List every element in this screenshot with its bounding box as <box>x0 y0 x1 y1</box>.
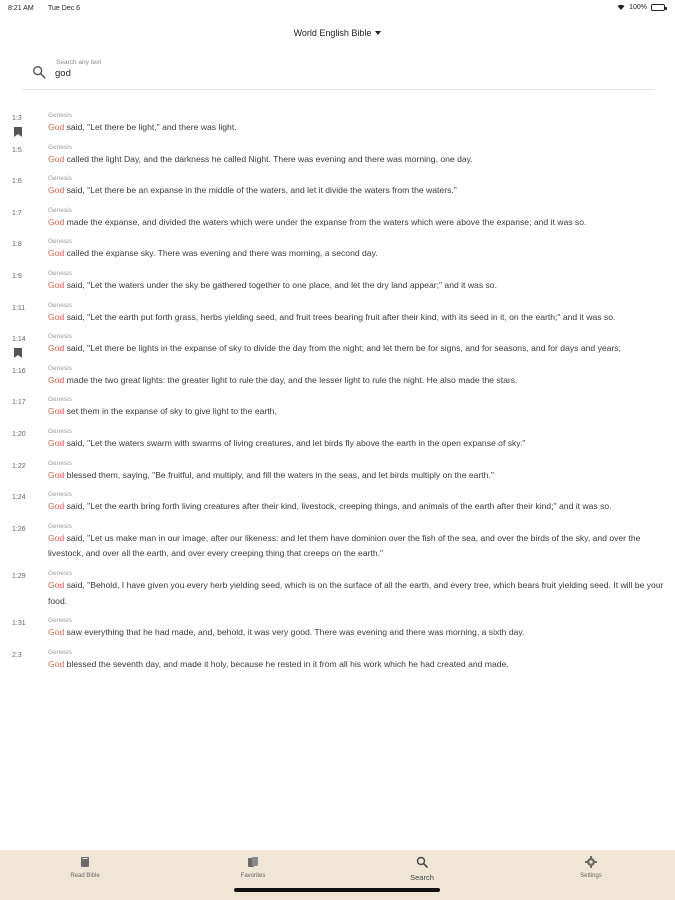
verse-reference: 1:6 <box>12 178 22 186</box>
book-name: Genesis <box>48 617 72 625</box>
verse-body: blessed them, saying, "Be fruitful, and multiply, and fill the waters in the seas, and let birds multiply on the earth." <box>64 469 494 480</box>
verse-reference: 1:31 <box>12 620 26 628</box>
verse-body: said, "Let there be light," and there was light. <box>64 122 237 132</box>
verse-body: saw everything that he had made, and, behold, it was very good. There was evening and there was morning, a sixth day. <box>64 627 525 638</box>
list-item[interactable] <box>0 270 675 294</box>
verse-reference: 1:20 <box>12 430 26 438</box>
verse-text <box>48 657 665 673</box>
search-match: God <box>48 216 65 227</box>
book-name: Genesis <box>48 175 72 183</box>
verse-text <box>48 468 665 484</box>
verse-text <box>48 436 665 452</box>
verse-body: blessed the seventh day, and made it holy, because he rested in it from all his work which he had created and made. <box>64 658 509 669</box>
verse-reference: 1:17 <box>12 399 26 407</box>
verse-reference: 1:22 <box>12 462 26 470</box>
book-name: Genesis <box>48 427 72 435</box>
verse-text <box>48 278 665 294</box>
search-match: God <box>48 122 65 132</box>
caret-down-icon <box>375 31 381 35</box>
verse-text <box>48 120 665 136</box>
status-date: Tue Dec 6 <box>48 5 81 12</box>
search-results[interactable] <box>0 112 675 850</box>
search-icon <box>32 65 46 79</box>
search-match: God <box>48 658 65 669</box>
verse-reference: 1:29 <box>12 572 26 580</box>
book-name: Genesis <box>48 364 72 372</box>
book-name: Genesis <box>48 238 72 246</box>
search-match: God <box>48 343 65 354</box>
book-name: Genesis <box>48 333 72 341</box>
verse-body: called the light Day, and the darkness he called Night. There was evening and there was morning, one day. <box>64 153 473 164</box>
verse-reference: 2:3 <box>12 651 22 659</box>
tab-settings[interactable] <box>546 856 636 879</box>
tab-read-bible[interactable] <box>40 856 130 879</box>
bookmark-icon[interactable] <box>14 348 22 358</box>
search-match: God <box>48 374 65 385</box>
verse-body: said, "Let the waters under the sky be gathered together to one place, and let the dry land appear;" and it was so. <box>64 279 497 290</box>
verse-reference: 1:9 <box>12 272 22 280</box>
verse-text <box>48 341 665 357</box>
status-indicators <box>617 4 665 11</box>
book-name: Genesis <box>48 396 72 404</box>
verse-reference: 1:16 <box>12 367 26 375</box>
list-item[interactable] <box>0 207 675 231</box>
verse-body: called the expanse sky. There was evening and there was morning, a second day. <box>64 248 378 259</box>
search-match: God <box>48 248 65 259</box>
book-name: Genesis <box>48 269 72 277</box>
tab-label: Search <box>410 873 434 882</box>
search-match: God <box>48 406 65 417</box>
book-name: Genesis <box>48 206 72 214</box>
version-selector[interactable] <box>0 28 675 38</box>
verse-text <box>48 373 665 389</box>
book-name: Genesis <box>48 522 72 530</box>
tab-label: Settings <box>580 873 602 879</box>
wifi-icon <box>617 4 625 11</box>
verse-body: said, "Behold, I have given you every herb yielding seed, which is on the surface of all the earth, and every tree, which bears fruit yielding seed. It will be your food. <box>48 579 664 606</box>
verse-text <box>48 152 665 168</box>
list-item[interactable] <box>0 491 675 515</box>
verse-reference: 1:14 <box>12 336 26 344</box>
search-match: God <box>48 579 65 590</box>
list-item[interactable] <box>0 238 675 262</box>
list-item[interactable] <box>0 460 675 484</box>
book-name: Genesis <box>48 569 72 577</box>
verse-reference: 1:26 <box>12 525 26 533</box>
verse-body: said, "Let the waters swarm with swarms of living creatures, and let birds fly above the earth in the open expanse of sky." <box>64 437 526 448</box>
gear-icon <box>585 856 597 868</box>
battery-icon <box>651 4 665 11</box>
search-field[interactable] <box>22 56 654 90</box>
list-item[interactable] <box>0 365 675 389</box>
book-name: Genesis <box>48 648 72 656</box>
tab-favorites[interactable] <box>208 856 298 879</box>
search-match: God <box>48 627 65 638</box>
list-item[interactable] <box>0 302 675 326</box>
list-item[interactable] <box>0 570 675 609</box>
list-item[interactable] <box>0 649 675 673</box>
search-match: God <box>48 279 65 290</box>
book-name: Genesis <box>48 301 72 309</box>
verse-text <box>48 246 665 262</box>
list-item[interactable] <box>0 144 675 168</box>
search-match: God <box>48 311 65 322</box>
tab-label: Read Bible <box>70 873 100 879</box>
bookmark-icon[interactable] <box>14 127 22 137</box>
verse-reference: 1:11 <box>12 304 26 312</box>
verse-text <box>48 531 665 562</box>
verse-body: set them in the expanse of sky to give light to the earth, <box>64 406 277 417</box>
list-item[interactable] <box>0 396 675 420</box>
search-match: God <box>48 469 65 480</box>
book-name: Genesis <box>48 491 72 499</box>
verse-body: made the expanse, and divided the waters which were under the expanse from the waters which were above the expanse; and it was so. <box>64 216 587 227</box>
verse-body: said, "Let the earth put forth grass, herbs yielding seed, and fruit trees bearing fruit after their kind, with its seed in it, on the earth;" and it was so. <box>64 311 616 322</box>
verse-reference: 1:8 <box>12 241 22 249</box>
verse-reference: 1:5 <box>12 146 22 154</box>
book-name: Genesis <box>48 459 72 467</box>
verse-text <box>48 404 665 420</box>
verse-body: said, "Let us make man in our image, after our likeness: and let them have dominion over the fish of the sea, and over the birds of the sky, and over the livestock, and over all the earth, and over every creeping thing that creeps on the earth." <box>48 532 641 559</box>
search-icon <box>416 856 428 868</box>
book-icon <box>79 856 91 868</box>
list-item[interactable] <box>0 175 675 199</box>
search-match: God <box>48 501 65 512</box>
verse-body: said, "Let there be lights in the expanse of sky to divide the day from the night; and let them be for signs, and for seasons, and for days and years; <box>64 343 621 354</box>
tab-bar <box>0 850 675 900</box>
verse-text <box>48 310 665 326</box>
search-match: God <box>48 153 65 164</box>
search-match: God <box>48 532 65 543</box>
search-match: God <box>48 185 65 196</box>
list-item[interactable] <box>0 617 675 641</box>
tab-search[interactable] <box>377 856 467 882</box>
search-match: God <box>48 437 65 448</box>
status-bar <box>0 0 675 18</box>
search-label: Search any text <box>56 59 102 66</box>
verse-body: said, "Let the earth bring forth living creatures after their kind, livestock, creeping things, and animals of the earth after their kind;" and it was so. <box>64 501 612 512</box>
tab-label: Favorites <box>240 873 266 879</box>
verse-text <box>48 578 665 609</box>
book-name: Genesis <box>48 112 72 119</box>
list-item[interactable] <box>0 523 675 562</box>
verse-body: made the two great lights: the greater light to rule the day, and the lesser light to rule the night. He also made the stars. <box>64 374 518 385</box>
verse-text <box>48 215 665 231</box>
verse-text <box>48 625 665 641</box>
home-indicator <box>234 888 440 892</box>
books-icon <box>247 856 259 868</box>
list-item[interactable] <box>0 112 675 136</box>
status-time: 8:21 AM <box>8 5 34 12</box>
verse-text <box>48 499 665 515</box>
verse-reference: 1:3 <box>12 115 22 122</box>
battery-percent: 100% <box>629 4 647 11</box>
list-item[interactable] <box>0 333 675 357</box>
verse-reference: 1:24 <box>12 494 26 502</box>
list-item[interactable] <box>0 428 675 452</box>
verse-body: said, "Let there be an expanse in the middle of the waters, and let it divide the waters from the waters." <box>64 185 457 196</box>
verse-text <box>48 183 665 199</box>
version-label: World English Bible <box>293 28 372 38</box>
search-input[interactable] <box>55 68 615 79</box>
book-name: Genesis <box>48 143 72 151</box>
verse-reference: 1:7 <box>12 209 22 217</box>
